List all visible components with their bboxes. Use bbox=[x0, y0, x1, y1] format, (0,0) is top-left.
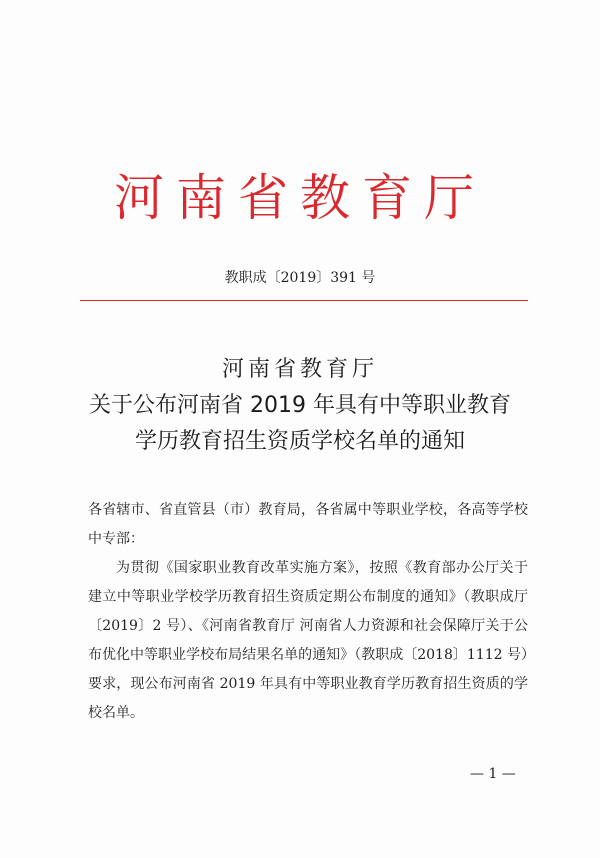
title-line-1: 河南省教育厅 bbox=[221, 357, 378, 382]
title-line-3: 学历教育招生资质学校名单的通知 bbox=[134, 429, 465, 454]
body-paragraph: 为贯彻《国家职业教育改革实施方案》，按照《教育部办公厅关于建立中等职业学校学历教育招生资质定期公布制度的通知》（教职成厅〔2019〕2 号）、《河南省教育厅 河南省人力资源和社会保障厅关于公布优化中等职业学校布局结果名单的通知》（教职成〔2018〕1112 号）要求，现公布河南省 2019 年具有中等职业教育学历教育招生资质的学校名单。 bbox=[88, 560, 528, 721]
document-body bbox=[88, 496, 528, 728]
salutation: 各省辖市、省直管县（市）教育局，各省属中等职业学校，各高等学校中专部： bbox=[88, 502, 528, 547]
document-number: 教职成〔2019〕391 号 bbox=[224, 270, 376, 286]
red-header-org-name: 河南省教育厅 bbox=[114, 169, 486, 227]
page-number: — 1 — bbox=[470, 766, 516, 782]
title-line-2: 关于公布河南省 2019 年具有中等职业教育 bbox=[89, 393, 511, 418]
document-title bbox=[0, 352, 600, 460]
red-divider-line bbox=[80, 300, 528, 301]
